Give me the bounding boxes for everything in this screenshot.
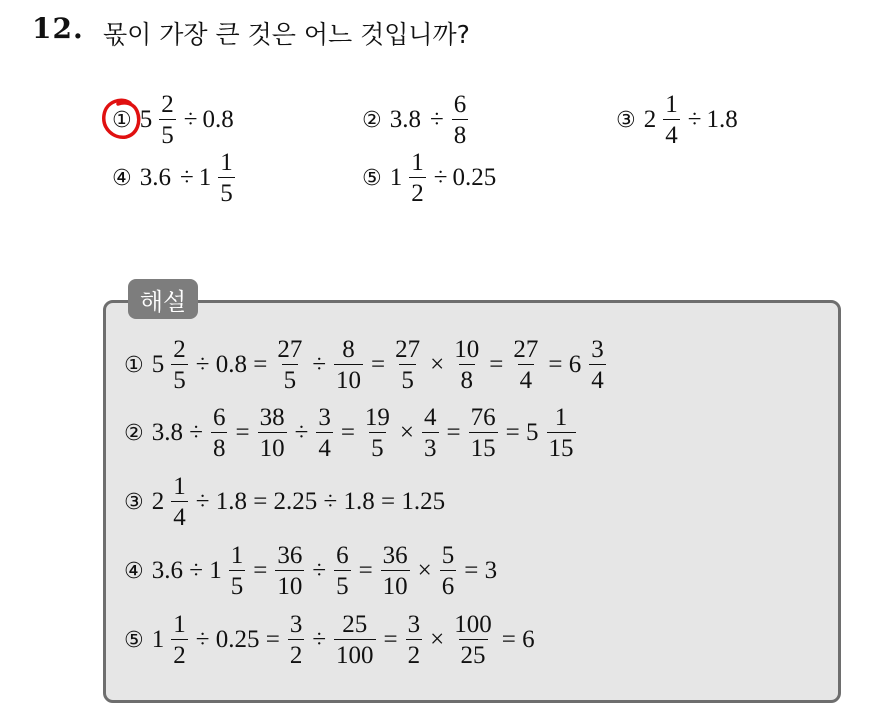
whole-number: 1 — [151, 626, 165, 653]
fraction — [316, 405, 333, 461]
choice-5-fraction — [409, 150, 426, 206]
question-text: 몫이 가장 큰 것은 어느 것입니까? — [103, 20, 470, 49]
denominator: 8 — [211, 432, 228, 461]
choice-3-divisor: 1.8 — [706, 106, 738, 133]
question-number: 12. — [32, 12, 84, 45]
choice-3-label: ③ — [616, 107, 636, 133]
fraction — [171, 337, 188, 393]
denominator: 5 — [218, 177, 235, 206]
numerator: 36 — [382, 542, 408, 569]
line-label: ④ — [124, 558, 144, 584]
denominator: 8 — [452, 119, 469, 148]
choice-1-whole: 5 — [139, 106, 153, 133]
fraction — [440, 543, 457, 599]
numerator: 19 — [364, 404, 390, 431]
numerator: 27 — [513, 336, 539, 363]
fraction — [275, 543, 304, 599]
fraction — [334, 543, 351, 599]
numerator: 1 — [173, 473, 186, 500]
operator: = — [358, 557, 373, 584]
numerator: 27 — [277, 336, 303, 363]
fraction — [406, 612, 423, 668]
explanation-tag: 해설 — [128, 279, 198, 319]
denominator: 3 — [422, 432, 439, 461]
explanation-line-4 — [124, 543, 502, 599]
denominator: 4 — [663, 119, 680, 148]
fraction — [547, 405, 576, 461]
denominator: 4 — [518, 364, 535, 393]
denominator: 100 — [334, 639, 376, 668]
fraction — [393, 337, 422, 393]
numerator: 2 — [161, 91, 174, 118]
numerator: 10 — [454, 336, 480, 363]
numerator: 5 — [441, 542, 455, 569]
fraction — [422, 405, 439, 461]
whole-number: 2 — [151, 488, 165, 515]
fraction — [288, 612, 305, 668]
denominator: 5 — [369, 432, 386, 461]
fraction — [258, 405, 287, 461]
choice-1-divisor: 0.8 — [202, 106, 234, 133]
denominator: 8 — [459, 364, 476, 393]
choice-4-fraction — [218, 150, 235, 206]
divide-sign: ÷ — [687, 106, 702, 133]
fraction — [511, 337, 540, 393]
numerator: 1 — [554, 404, 568, 431]
operator: = 6 — [548, 351, 582, 378]
numerator: 38 — [259, 404, 285, 431]
denominator: 2 — [171, 639, 188, 668]
fraction — [452, 612, 494, 668]
operator: × — [417, 557, 432, 584]
fraction — [211, 405, 228, 461]
explanation-line-2 — [124, 405, 579, 461]
choice-5[interactable] — [362, 150, 500, 206]
line-label: ③ — [124, 489, 144, 515]
denominator: 2 — [406, 639, 423, 668]
operator: = — [383, 626, 398, 653]
operator: × — [430, 626, 445, 653]
denominator: 4 — [316, 432, 333, 461]
choice-1-fraction — [159, 92, 176, 148]
numerator: 36 — [277, 542, 303, 569]
operator: ÷ — [312, 351, 327, 378]
denominator: 5 — [334, 570, 351, 599]
fraction — [171, 474, 188, 530]
divide-sign: ÷ — [429, 106, 444, 133]
explanation-line-5 — [124, 612, 540, 668]
choice-4-label: ④ — [112, 165, 132, 191]
fraction — [589, 337, 606, 393]
explanation-line-1 — [124, 337, 609, 393]
numerator: 3 — [591, 336, 604, 363]
choice-4-dividend: 3.6 — [139, 164, 171, 191]
numerator: 76 — [470, 404, 496, 431]
numerator: 1 — [230, 542, 244, 569]
operator: = — [340, 419, 355, 446]
operator: = — [235, 419, 250, 446]
denominator: 2 — [409, 177, 426, 206]
fraction — [452, 337, 481, 393]
operator: ÷ — [294, 419, 309, 446]
divide-sign: ÷ — [433, 164, 448, 191]
numerator: 8 — [342, 336, 355, 363]
fraction — [229, 543, 246, 599]
choice-1-label: ① — [112, 107, 132, 133]
operator: = 3 — [464, 557, 498, 584]
fraction — [363, 405, 392, 461]
operator: = — [253, 557, 268, 584]
denominator: 5 — [229, 570, 246, 599]
operator: ÷ 0.8 = — [195, 351, 268, 378]
denominator: 4 — [171, 501, 188, 530]
operator: = 5 — [505, 419, 539, 446]
denominator: 5 — [171, 364, 188, 393]
operator: ÷ — [312, 557, 327, 584]
whole-number: 5 — [151, 351, 165, 378]
line-label: ⑤ — [124, 627, 144, 653]
fraction — [469, 405, 498, 461]
denominator: 10 — [258, 432, 287, 461]
operator: 3.6 ÷ 1 — [151, 557, 222, 584]
numerator: 6 — [212, 404, 226, 431]
choice-4[interactable] — [112, 150, 238, 206]
choice-5-whole: 1 — [389, 164, 403, 191]
operator: ÷ 1.8 = 2.25 ÷ 1.8 = 1.25 — [195, 488, 446, 515]
numerator: 1 — [411, 149, 424, 176]
numerator: 100 — [454, 611, 492, 638]
operator: = — [489, 351, 504, 378]
choice-5-label: ⑤ — [362, 165, 382, 191]
choice-2-dividend: 3.8 — [389, 106, 421, 133]
numerator: 1 — [665, 91, 678, 118]
explanation-line-3 — [124, 474, 450, 530]
denominator: 6 — [440, 570, 457, 599]
denominator: 10 — [334, 364, 363, 393]
denominator: 5 — [399, 364, 416, 393]
fraction — [334, 337, 363, 393]
operator: × — [430, 351, 445, 378]
line-label: ① — [124, 352, 144, 378]
choice-3[interactable] — [616, 92, 742, 148]
numerator: 3 — [289, 611, 303, 638]
denominator: 5 — [159, 119, 176, 148]
numerator: 2 — [173, 336, 186, 363]
fraction — [334, 612, 376, 668]
denominator: 2 — [288, 639, 305, 668]
fraction — [381, 543, 410, 599]
operator: 3.8 ÷ — [151, 419, 203, 446]
choice-2-label: ② — [362, 107, 382, 133]
denominator: 4 — [589, 364, 606, 393]
numerator: 27 — [395, 336, 421, 363]
numerator: 6 — [336, 542, 349, 569]
choice-3-whole: 2 — [643, 106, 657, 133]
operator: = 6 — [501, 626, 535, 653]
divide-sign: ÷ — [179, 164, 194, 191]
denominator: 10 — [275, 570, 304, 599]
operator: ÷ — [312, 626, 327, 653]
operator: × — [399, 419, 415, 446]
denominator: 10 — [381, 570, 410, 599]
numerator: 3 — [407, 611, 421, 638]
denominator: 5 — [282, 364, 299, 393]
numerator: 25 — [342, 611, 368, 638]
numerator: 4 — [424, 404, 437, 431]
denominator: 25 — [459, 639, 488, 668]
numerator: 1 — [220, 149, 233, 176]
operator: = — [371, 351, 386, 378]
operator: = — [446, 419, 461, 446]
denominator: 15 — [469, 432, 498, 461]
fraction — [171, 612, 188, 668]
line-label: ② — [124, 420, 144, 446]
divide-sign: ÷ — [183, 106, 198, 133]
fraction — [275, 337, 304, 393]
operator: ÷ 0.25 = — [195, 626, 280, 653]
numerator: 3 — [318, 404, 331, 431]
choice-5-divisor: 0.25 — [452, 164, 497, 191]
choice-2[interactable] — [362, 92, 471, 148]
denominator: 15 — [547, 432, 576, 461]
choice-1[interactable] — [112, 92, 238, 148]
numerator: 1 — [173, 611, 186, 638]
choice-4-whole: 1 — [198, 164, 212, 191]
choice-2-fraction — [452, 92, 469, 148]
choice-3-fraction — [663, 92, 680, 148]
numerator: 6 — [453, 91, 467, 118]
